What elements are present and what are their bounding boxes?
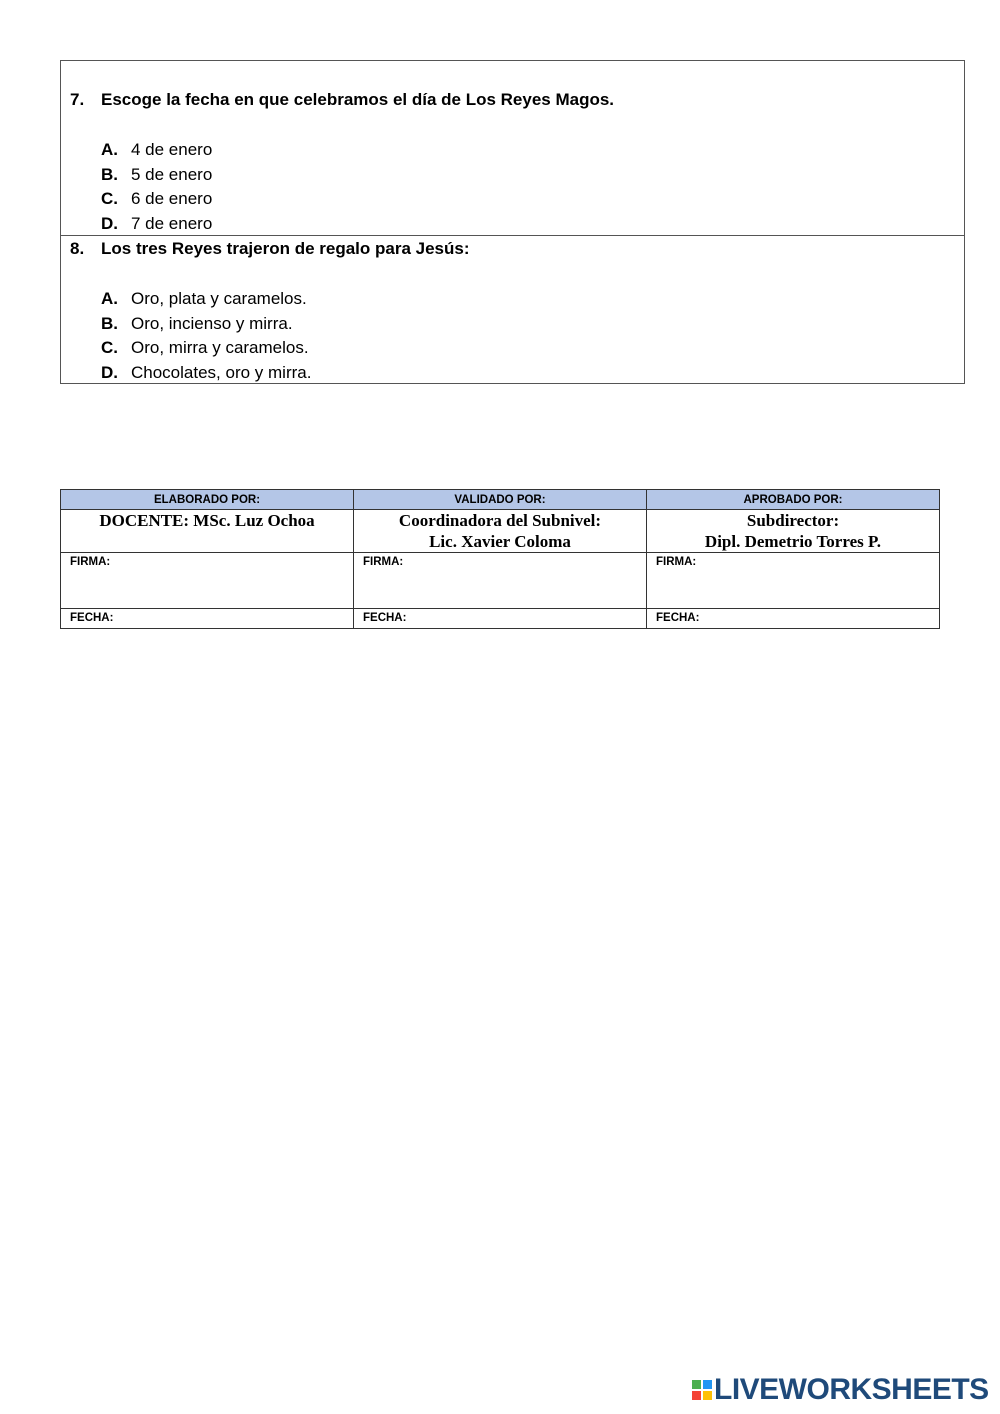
liveworksheets-brand[interactable] (692, 1374, 989, 1406)
logo-square-i (703, 1380, 712, 1389)
option-letter: B. (101, 164, 118, 184)
question-number: 8. (70, 239, 85, 258)
logo-square-l (692, 1380, 701, 1389)
option-a[interactable] (101, 287, 964, 312)
option-text: 7 de enero (131, 214, 213, 234)
question-number: 7. (70, 90, 85, 109)
validado-name (354, 510, 647, 553)
liveworksheets-logo-icon (692, 1380, 712, 1400)
name-line: DOCENTE: MSc. Luz Ochoa (99, 511, 315, 530)
option-letter: C. (101, 189, 118, 209)
option-text: Oro, mirra y caramelos. (131, 338, 309, 358)
option-letter: D. (101, 363, 118, 383)
option-text: Chocolates, oro y mirra. (131, 363, 312, 383)
question-text: Escoge la fecha en que celebramos el día de Los Reyes Magos. (101, 90, 615, 109)
header-validado: VALIDADO POR: (354, 490, 647, 510)
name-line: Coordinadora del Subnivel: (398, 511, 602, 530)
name-line: Lic. Xavier Coloma (429, 532, 571, 551)
fecha-label: FECHA: (354, 609, 647, 629)
option-c[interactable] (101, 187, 964, 212)
question-title (70, 238, 964, 260)
option-a[interactable] (101, 138, 964, 163)
option-letter: B. (101, 313, 118, 333)
option-letter: A. (101, 140, 118, 159)
option-c[interactable] (101, 336, 964, 361)
firma-label: FIRMA: (61, 553, 354, 609)
approvals-names-row (61, 510, 940, 553)
option-d[interactable] (101, 361, 964, 386)
option-text: Oro, plata y caramelos. (131, 289, 307, 308)
option-text: 4 de enero (131, 140, 213, 159)
questions-box (60, 60, 965, 384)
firma-label: FIRMA: (647, 553, 940, 609)
options-list (70, 138, 964, 237)
option-text: 6 de enero (131, 189, 213, 209)
option-text: 5 de enero (131, 164, 213, 184)
question-title (70, 89, 964, 111)
firma-label: FIRMA: (354, 553, 647, 609)
name-line: Dipl. Demetrio Torres P. (704, 532, 882, 551)
options-list (70, 287, 964, 386)
option-b[interactable] (101, 163, 964, 188)
approvals-header-row (61, 490, 940, 510)
elaborado-name (61, 510, 354, 553)
name-line: Subdirector: (746, 511, 840, 530)
logo-square-e (703, 1391, 712, 1400)
fecha-label: FECHA: (61, 609, 354, 629)
firma-row (61, 553, 940, 609)
option-letter: A. (101, 289, 118, 308)
option-b[interactable] (101, 312, 964, 337)
header-elaborado: ELABORADO POR: (61, 490, 354, 510)
aprobado-name (647, 510, 940, 553)
approvals-table (60, 489, 940, 629)
fecha-row (61, 609, 940, 629)
option-text: Oro, incienso y mirra. (131, 313, 293, 333)
header-aprobado: APROBADO POR: (647, 490, 940, 510)
option-letter: C. (101, 338, 118, 358)
fecha-label: FECHA: (647, 609, 940, 629)
option-letter: D. (101, 214, 118, 234)
question-7 (61, 61, 964, 235)
question-text: Los tres Reyes trajeron de regalo para Jesús: (101, 239, 470, 258)
question-8 (61, 235, 964, 383)
option-d[interactable] (101, 212, 964, 237)
logo-square-v (692, 1391, 701, 1400)
brand-text: LIVEWORKSHEETS (714, 1373, 989, 1406)
